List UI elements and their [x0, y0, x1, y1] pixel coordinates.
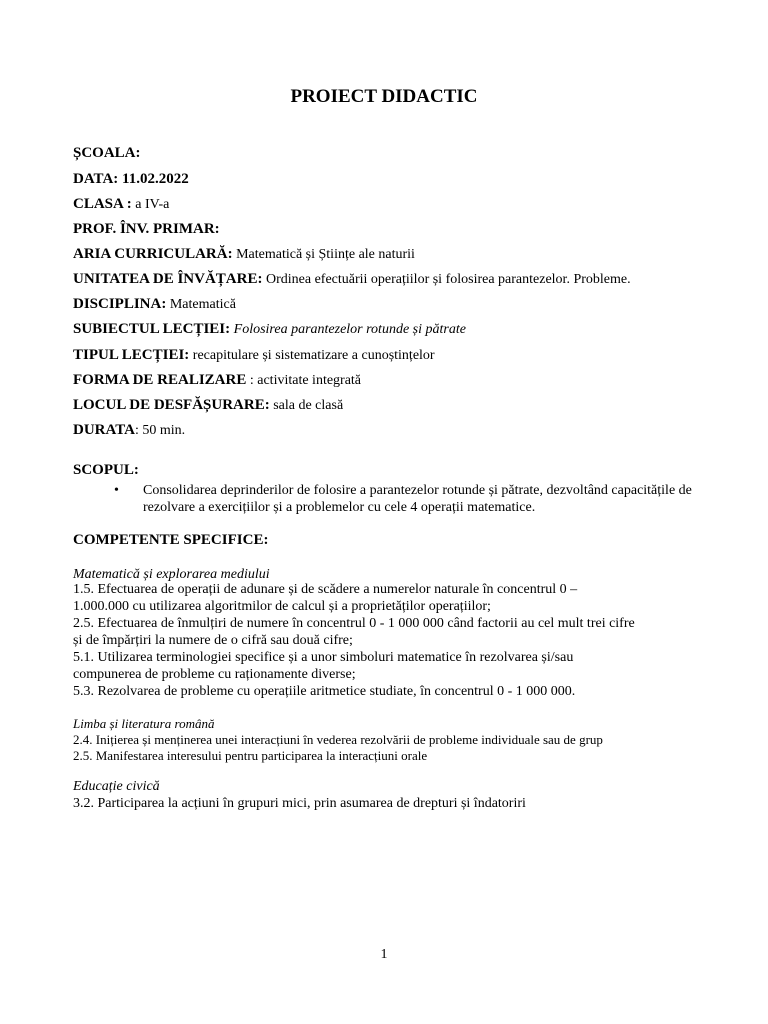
mat-line: 5.3. Rezolvarea de probleme cu operațiile aritmetice studiate, în concentrul 0 - 1 000 000.: [73, 684, 576, 699]
field-label: TIPUL LECȚIEI:: [73, 347, 190, 363]
mat-subheading: Matematică și explorarea mediului: [73, 567, 270, 582]
field-label: CLASA :: [73, 196, 132, 212]
civ-subheading: Educație civică: [73, 779, 160, 794]
mat-line: și de împărțiri la numere de o cifră sau două cifre;: [73, 633, 353, 648]
field-label: ARIA CURRICULARĂ:: [73, 246, 233, 262]
lit-line: 2.5. Manifestarea interesului pentru participarea la interacțiuni orale: [73, 748, 428, 763]
mat-line: 1.5. Efectuarea de operații de adunare și de scădere a numerelor naturale în concentrul 0 –: [73, 582, 578, 597]
field-label: DURATA: [73, 422, 135, 438]
field-clasa: [73, 196, 169, 213]
field-label: UNITATEA DE ÎNVĂȚARE:: [73, 271, 263, 287]
field-durata: [73, 422, 185, 439]
field-label: PROF. ÎNV. PRIMAR:: [73, 221, 220, 237]
field-tipul: [73, 347, 435, 364]
field-value: : 50 min.: [134, 423, 186, 438]
scopul-text: Consolidarea deprinderilor de folosire a parantezelor rotunde și pătrate, dezvoltând capacitățile de rezolvare a exercițiilor și a problemelor cu cele 4 operații matematice.: [143, 483, 692, 515]
field-label: DISCIPLINA:: [73, 296, 167, 312]
bullet-marker: •: [114, 483, 119, 498]
scopul-heading: SCOPUL:: [73, 462, 139, 478]
field-locul: [73, 397, 343, 414]
field-label: ȘCOALA:: [73, 145, 141, 161]
field-label: SUBIECTUL LECȚIEI:: [73, 321, 231, 337]
mat-line: 2.5. Efectuarea de înmulțiri de numere în concentrul 0 - 1 000 000 când factorii au cel mult trei cifre: [73, 616, 635, 631]
mat-line: 5.1. Utilizarea terminologiei specifice și a unor simboluri matematice în rezolvarea și/sau: [73, 650, 574, 665]
field-label: LOCUL DE DESFĂȘURARE:: [73, 397, 270, 413]
field-disciplina: [73, 296, 236, 313]
field-value: a IV-a: [131, 197, 170, 212]
field-value: Matematică: [166, 297, 236, 312]
field-subiectul: [73, 321, 466, 338]
field-scoala: [73, 145, 141, 162]
mat-line: 1.000.000 cu utilizarea algoritmilor de calcul și a proprietăților operațiilor;: [73, 599, 491, 614]
field-value: recapitulare și sistematizare a cunoștințelor: [189, 348, 435, 363]
lit-subheading: Limba și literatura română: [73, 716, 215, 731]
competente-heading: COMPETENTE SPECIFICE:: [73, 532, 269, 548]
field-value: Folosirea parantezelor rotunde și pătrate: [230, 322, 466, 337]
field-value: sala de clasă: [269, 398, 344, 413]
field-value: Ordinea efectuării operațiilor și folosirea parantezelor. Probleme.: [262, 272, 631, 287]
field-unitatea: [73, 271, 631, 288]
field-value: Matematică și Științe ale naturii: [232, 247, 415, 262]
lit-line: 2.4. Inițierea și menținerea unei interacțiuni în vederea rezolvării de probleme individuale sau de grup: [73, 732, 603, 747]
field-aria: [73, 246, 415, 263]
page-number: 1: [380, 947, 388, 962]
field-value: : activitate integrată: [246, 373, 362, 388]
field-label: DATA: 11.02.2022: [73, 171, 189, 187]
field-prof: [73, 221, 220, 238]
field-data: [73, 171, 189, 188]
mat-line: compunerea de probleme cu raționamente diverse;: [73, 667, 356, 682]
civ-line: 3.2. Participarea la acțiuni în grupuri mici, prin asumarea de drepturi și îndatoriri: [73, 796, 526, 811]
document-title: PROIECT DIDACTIC: [290, 86, 478, 107]
field-forma: [73, 372, 361, 389]
field-label: FORMA DE REALIZARE: [73, 372, 247, 388]
